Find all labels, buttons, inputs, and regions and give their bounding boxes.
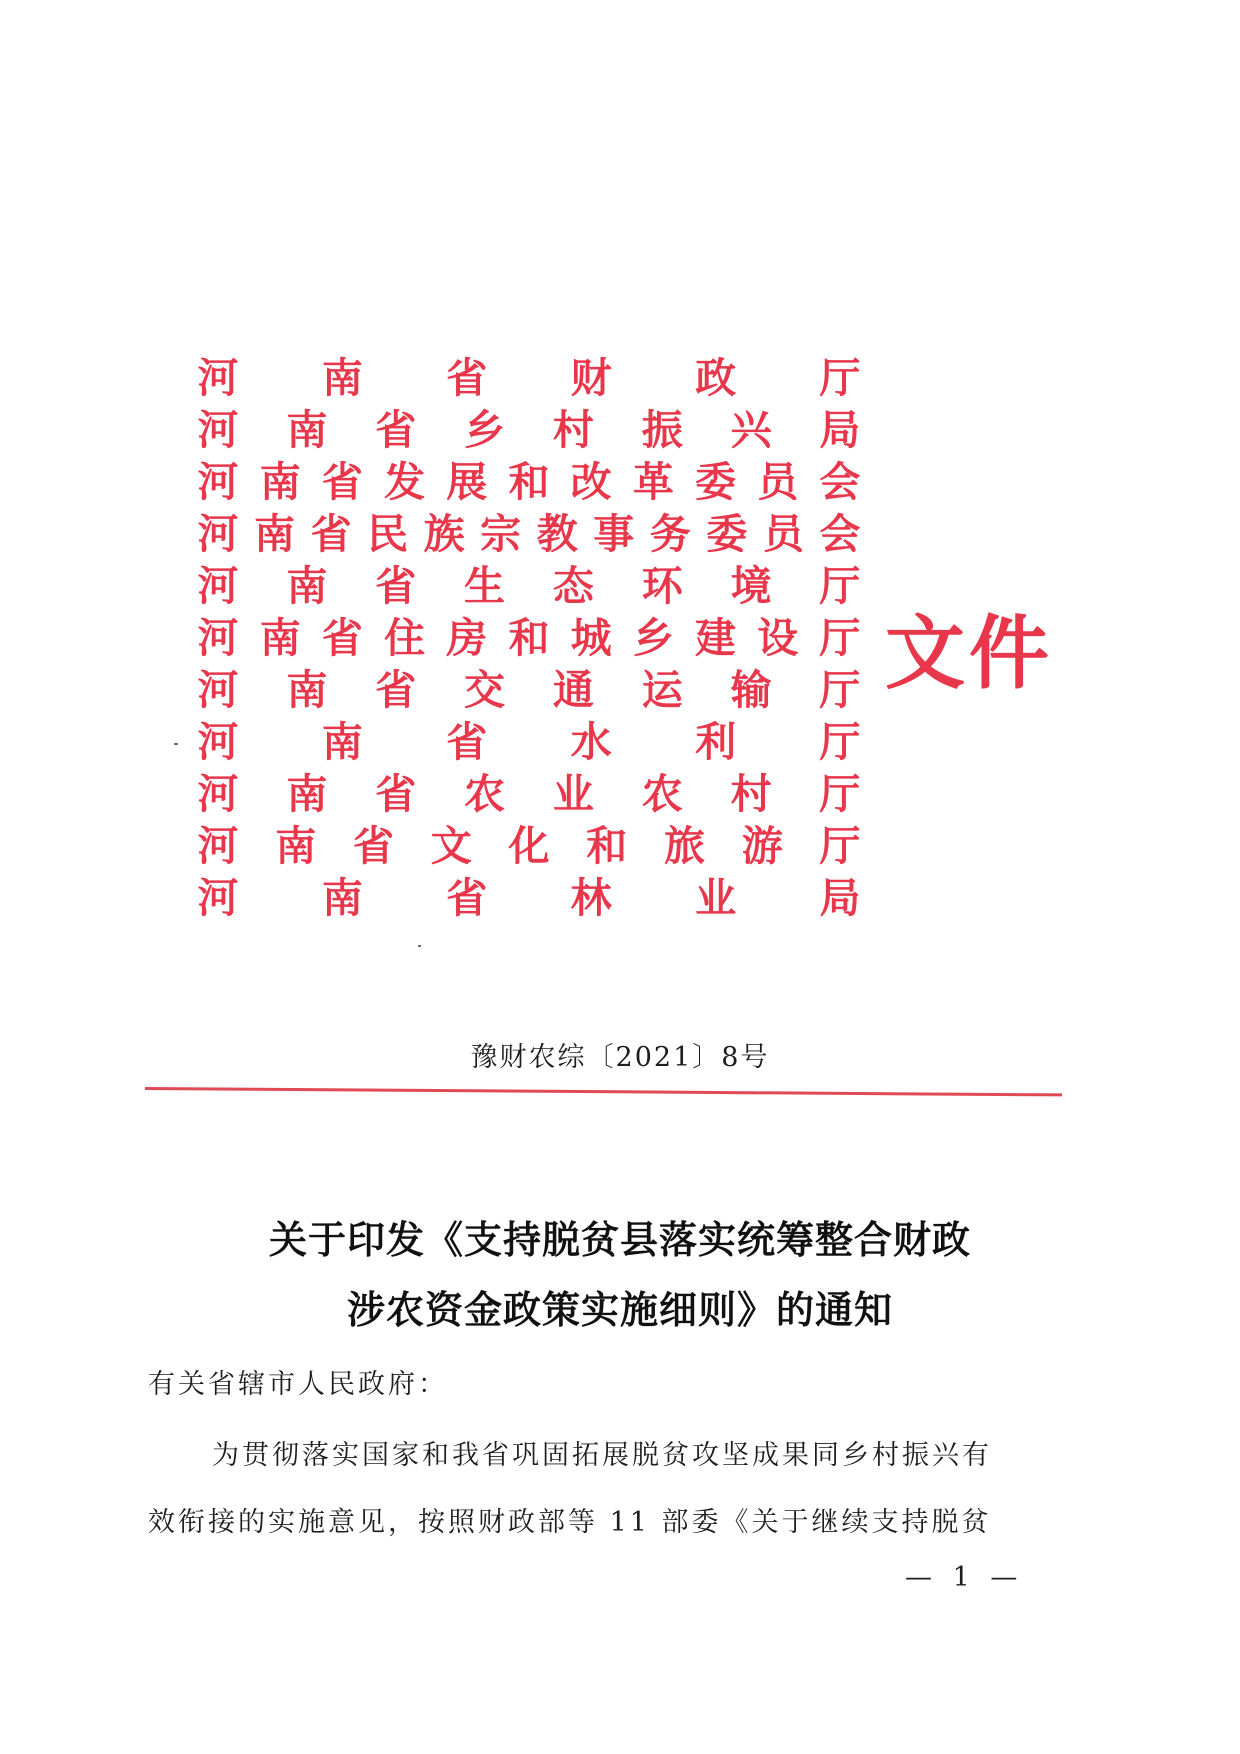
agency-char: 省 [375,406,417,454]
agency-char: 房 [446,614,488,662]
agency-char: 省 [446,718,488,766]
agency-char: 输 [730,666,772,714]
agency-char: 厅 [819,718,861,766]
agency-char: 乡 [632,614,674,662]
agency-char: 民 [367,510,409,558]
agency-char: 会 [819,510,861,558]
issuing-agencies-header [195,352,1055,932]
agency-char: 环 [641,562,683,610]
agency-char: 住 [384,614,426,662]
agency-char: 省 [353,822,394,870]
agency-char: 事 [593,510,635,558]
agency-char: 会 [819,458,861,506]
agency-char: 南 [254,510,296,558]
agency-char: 南 [286,666,328,714]
agency-char: 水 [570,718,612,766]
agency-list [195,352,863,924]
agency-char: 厅 [819,614,861,662]
agency-row [195,456,863,508]
agency-char: 村 [552,406,594,454]
agency-char: 局 [819,406,861,454]
agency-row [195,768,863,820]
agency-char: 林 [570,874,612,922]
agency-char: 省 [375,562,417,610]
agency-char: 省 [321,458,363,506]
agency-char: 农 [464,770,506,818]
agency-char: 员 [757,458,799,506]
body-line-1: 为贯彻落实国家和我省巩固拓展脱贫攻坚成果同乡村振兴有 [212,1440,992,1471]
agency-row [195,716,863,768]
agency-row [195,404,863,456]
agency-char: 宗 [480,510,522,558]
agency-char: 委 [695,458,736,506]
agency-char: 和 [508,614,550,662]
agency-char: 厅 [819,666,861,714]
agency-char: 河 [197,770,239,818]
agency-char: 通 [552,666,594,714]
agency-char: 游 [741,822,783,870]
scan-speck [174,743,178,745]
agency-char: 和 [586,822,628,870]
agency-char: 南 [321,354,363,402]
agency-char: 河 [197,510,239,558]
agency-char: 城 [570,614,612,662]
agency-char: 省 [375,666,417,714]
agency-row [195,872,863,924]
document-number: 豫财农综〔2021〕8号 [470,1042,770,1073]
agency-char: 教 [536,510,578,558]
agency-row [195,560,863,612]
agency-char: 厅 [819,562,861,610]
page-number: — 1 — [905,1562,1024,1593]
salutation: 有关省辖市人民政府： [148,1369,448,1400]
agency-char: 省 [375,770,417,818]
agency-char: 运 [641,666,683,714]
agency-char: 村 [730,770,772,818]
agency-row [195,508,863,560]
agency-char: 南 [286,406,328,454]
agency-char: 南 [321,874,363,922]
agency-char: 业 [695,874,737,922]
agency-char: 发 [384,458,426,506]
agency-char: 境 [730,562,772,610]
agency-char: 河 [197,666,239,714]
agency-char: 南 [286,770,328,818]
agency-char: 政 [695,354,737,402]
title-line-1: 关于印发《支持脱贫县落实统筹整合财政 [268,1218,971,1262]
agency-char: 河 [197,458,239,506]
agency-char: 厅 [819,822,861,870]
agency-char: 省 [321,614,363,662]
agency-char: 财 [570,354,612,402]
agency-row [195,352,863,404]
agency-char: 振 [641,406,683,454]
agency-char: 省 [446,874,488,922]
agency-char: 务 [649,510,691,558]
agency-char: 族 [423,510,465,558]
scan-speck [418,945,421,947]
agency-char: 河 [197,822,239,870]
agency-char: 改 [570,458,612,506]
agency-char: 业 [552,770,594,818]
agency-char: 展 [446,458,488,506]
agency-char: 河 [197,562,239,610]
agency-char: 乡 [464,406,506,454]
agency-char: 省 [446,354,488,402]
title-line-2: 涉农资金政策实施细则》的通知 [346,1288,893,1332]
agency-char: 员 [762,510,804,558]
agency-char: 交 [464,666,506,714]
agency-char: 河 [197,406,239,454]
agency-char: 河 [197,614,239,662]
agency-char: 利 [695,718,737,766]
agency-char: 文 [430,822,472,870]
document-title [0,1205,1240,1345]
agency-char: 兴 [730,406,772,454]
agency-char: 局 [819,874,861,922]
agency-row [195,612,863,664]
agency-char: 农 [641,770,683,818]
agency-char: 河 [197,874,239,922]
agency-char: 设 [757,614,799,662]
agency-char: 南 [259,458,301,506]
agency-char: 河 [197,354,239,402]
agency-char: 南 [275,822,317,870]
agency-char: 厅 [819,354,861,402]
agency-char: 委 [706,510,748,558]
red-divider-line [145,1087,1062,1096]
agency-char: 南 [321,718,363,766]
agency-char: 厅 [819,770,861,818]
agency-char: 建 [695,614,736,662]
agency-char: 河 [197,718,239,766]
agency-char: 南 [286,562,328,610]
body-line-2: 效衔接的实施意见，按照财政部等 11 部委《关于继续支持脱贫 [148,1507,992,1538]
agency-char: 化 [508,822,550,870]
agency-row [195,820,863,872]
agency-char: 态 [552,562,594,610]
agency-char: 旅 [664,822,705,870]
agency-char: 生 [464,562,506,610]
agency-char: 革 [632,458,674,506]
document-word: 文件 [885,607,1053,700]
agency-char: 南 [259,614,301,662]
agency-row [195,664,863,716]
agency-char: 省 [310,510,352,558]
agency-char: 和 [508,458,550,506]
